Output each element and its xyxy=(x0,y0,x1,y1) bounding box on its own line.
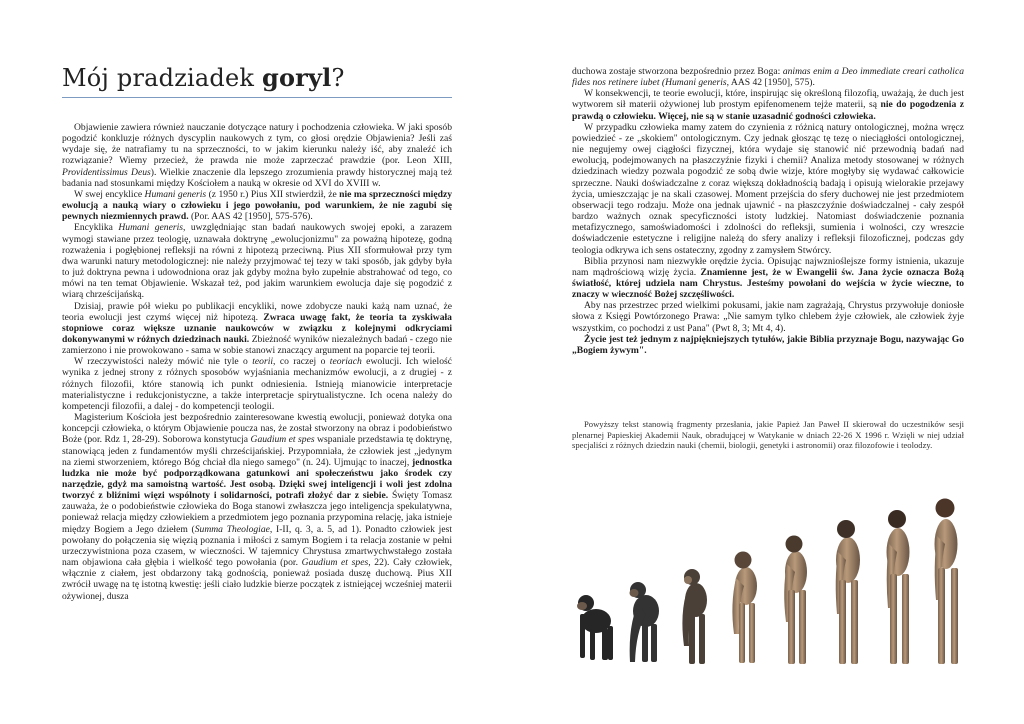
paragraph xyxy=(572,300,964,333)
text-run: Aby nas przestrzec przed wielkimi pokusami, jakie nam zagrażają, Chrystus przywołuje doniosłe słowa z Księgi Powtórzonego Prawa: „Nie samym tylko chlebem żyje człowiek, ale człowiek żyje wszystkim, co pochodzi z ust Pana" (Pwt 8, 3; Mt 4, 4). xyxy=(572,300,964,334)
emphasis-italic: Gaudium et spes xyxy=(250,434,315,446)
text-run: Zbieżność wyników niezależnych badań - czego nie zamierzono i nie prowokowano - sama w sobie stanowi znaczący argument na poparcie tej teorii. xyxy=(62,333,452,357)
emphasis-italic: Summa Theologiae xyxy=(194,523,270,535)
paragraph xyxy=(572,66,964,88)
hominid-figure-6 xyxy=(836,520,860,664)
hominid-figure-7 xyxy=(887,510,910,664)
text-run: Biblia przynosi nam niezwykłe orędzie życia. Opisując najwznioślejsze formy istnienia, ukazuje nam mądrościową wizję życia. xyxy=(572,255,964,278)
ape-figure-1 xyxy=(577,595,613,660)
text-run: W swej encyklice xyxy=(74,188,145,200)
text-run: (z 1950 r.) Pius XII stwierdził, że xyxy=(206,188,340,200)
text-run: wspaniale przedstawia tę doktrynę, stanowiącą jeden z fundamentów myśli chrześcijańskiej. Przypomniała, że człowiek jest „jedynym na ziemi stworzeniem, którego Bóg chciał dla niego samego" (n. 24). Ujmując to inaczej, xyxy=(62,434,453,468)
emphasis-bold: Znamienne jest, że w Ewangelii św. Jana życie oznacza Bożą światłość, której udziela nam Chrystus. Jesteśmy powołani do wejścia w życie wieczne, to znaczy w wieczność Bożej szczęśliwości. xyxy=(572,266,964,301)
emphasis-bold: nie ma sprzeczności między ewolucją a nauką wiary o człowieku i jego powołaniu, pod warunkiem, że nie zagubi się pewnych niezmiennych prawd. xyxy=(62,188,452,223)
ape-figure-2 xyxy=(630,582,660,662)
text-run: , I-II, q. 3, a. 5, ad 1). Ponadto człowiek jest powołany do połączenia się więzią poznania i miłości z samym Bogiem i ta relacja zostanie w pełni urzeczywistniona poza czasem, w wieczności. W tajemnicy Chrystusa zmartwychwstałego została nam objawiona cała głębia i wielkość tego powołania (por. xyxy=(62,523,452,569)
text-run: , AAS 42 [1950], 575). xyxy=(726,77,815,89)
title-underline xyxy=(62,97,452,98)
source-note: Powyższy tekst stanowią fragmenty przesłania, jakie Papież Jan Paweł II skierował do uczestników sesji plenarnej Papieskiej Akademii Nauk, obradującej w Watykanie w dniach 22-26 X 1996 r. Wzięli w niej udział specjaliści z różnych dziedzin nauki (chemii, biologii, genetyki i astronomii) oraz filozofowie i teolodzy. xyxy=(572,419,964,451)
article-title xyxy=(62,62,452,94)
title-text: Mój pradziadek xyxy=(62,64,262,92)
hominid-figure-4 xyxy=(732,552,757,664)
text-run: Encyklika xyxy=(74,222,119,234)
emphasis-italic: animas enim a Deo immediate creari catholica fides nos retinere iubet (Humani generis xyxy=(572,66,964,89)
emphasis-bold: nie do pogodzenia z prawdą o człowieku. Więcej, nie są w stanie uzasadnić godności człowieka. xyxy=(572,99,964,122)
text-run: Magisterium Kościoła jest bezpośrednio zainteresowane kwestią ewolucji, ponieważ dotyka ona koncepcji człowieka, o którym Objawienie poucza nas, że został stworzony na obraz i podobieństwo Boże (por. Rdz 1, 28-29). Soborowa konstytucja xyxy=(62,412,452,446)
text-run: (Por. AAS 42 [1950], 575-576). xyxy=(188,211,313,223)
human-figure-8 xyxy=(935,499,959,665)
emphasis-italic: teoriach xyxy=(329,356,362,368)
human-evolution-illustration xyxy=(568,486,968,674)
text-run: , co raczej o xyxy=(273,356,330,368)
left-column xyxy=(62,62,452,602)
text-run: W przypadku człowieka mamy zatem do czynienia z różnicą natury ontologicznej, można wręcz powiedzieć - ze „skokiem" ontologicznym. Czy jednak głosząc tę tezę o nieciągłości ontologicznej, nie negujemy owej ciągłości fizycznej, która wydaje się stanowić nić przewodnią badań nad ewolucją, podejmowanych na płaszczyźnie fizyki i chemii? Analiza metody stosowanej w różnych dziedzinach wiedzy pozwala pogodzić ze sobą dwie wizje, które mogłyby się wydawać całkowicie sprzeczne. Nauki doświadczalne z coraz większą dokładnością badają i opisują wielorakie przejawy życia, umieszczając je na skali czasowej. Moment przejścia do sfery duchowej nie jest przedmiotem obserwacji tego rodzaju. Może ona jednak ujawnić - na płaszczyźnie doświadczalnej - cały zespół bardzo ważnych oznak specyficzności istoty ludzkiej. Natomiast doświadczenie poznania metafizycznego, samoświadomości i zdolności do refleksji, sumienia i wolności, czy wreszcie doświadczenie estetyczne i religijne należą do sfery analizy i refleksji filozoficznej, podczas gdy teologia odkrywa ich sens ostateczny, zgodny z zamysłem Stwórcy. xyxy=(572,121,964,256)
text-run: Święty Tomasz zauważa, że o podobieństwie człowieka do Boga stanowi zwłaszcza jego inteligencja spekulatywna, ponieważ relacja między człowiekiem a przedmiotem jego poznania przypomina relację, jaka istnieje między Bogiem a Jego dziełem ( xyxy=(62,490,452,535)
text-run: ). Wielkie znaczenie dla lepszego zrozumienia prawdy historycznej mają też badania nad stosunkami między Kościołem a nauką w okresie od XVI do XVIII w. xyxy=(62,166,452,189)
article-body-right xyxy=(572,66,964,356)
text-run: W konsekwencji, te teorie ewolucji, które, inspirując się określoną filozofią, uważają, że duch jest wytworem sił materii ożywionej lub prostym epifenomenem tejże materii, są xyxy=(572,88,964,111)
text-run: duchowa zostaje stworzona bezpośrednio przez Boga: xyxy=(572,66,783,77)
text-run: W rzeczywistości należy mówić nie tyle o xyxy=(74,356,253,368)
emphasis-italic: Humani generis xyxy=(144,188,207,200)
emphasis-italic: Gaudium et spes xyxy=(301,557,369,569)
paragraph xyxy=(62,222,452,300)
emphasis-italic: Humani generis xyxy=(118,222,183,234)
emphasis-bold: Zwraca uwagę fakt, że teoria ta zyskiwała stopniowe coraz większe uznanie naukowców w związku z kolejnymi odkryciami dokonywanymi w różnych dziedzinach nauki. xyxy=(62,311,452,345)
title-bold-word: goryl xyxy=(261,63,332,92)
emphasis-bold: Życie jest też jednym z najpiękniejszych tytułów, jakie Biblia przyznaje Bogu, nazywając Go „Bogiem żywym". xyxy=(572,333,964,356)
paragraph xyxy=(572,256,964,301)
emphasis-bold: jednostka ludzka nie może być podporządkowana gatunkowi ani społeczeństwu jako środek czy narzędzie, gdyż ma samoistną wartość. Jest osobą. Dzięki swej inteligencji i woli jest zdolna tworzyć z bliźnimi więzi wspólnoty i solidarności, potrafi złożyć dar z siebie. xyxy=(62,456,452,502)
emphasis-italic: Providentissimus Deus xyxy=(62,166,151,178)
emphasis-italic: teorii xyxy=(252,356,274,368)
paragraph xyxy=(62,301,452,357)
article-body-left xyxy=(62,122,452,602)
paragraph xyxy=(62,189,452,222)
right-column xyxy=(572,66,964,356)
text-run: , 22). Cały człowiek, włącznie z ciałem, jest obdarzony taką godnością, ponieważ posiada duszę duchową. Pius XII zwrócił uwagę na tę istotną kwestię: jeśli ciało ludzkie bierze początek z istniejącej wcześniej materii ożywionej, dusza xyxy=(62,557,452,602)
paragraph xyxy=(572,334,964,356)
text-run: , uwzględniając stan badań naukowych swojej epoki, a zarazem wymogi stawiane przez teologię, uznawała doktrynę „ewolucjonizmu" za poważną hipotezę, godną rozważenia i pogłębionej refleksji na równi z hipotezą przeciwną. Pius XII sformułował przy tym dwa warunki natury metodologicznej: nie należy przyjmować tej tezy w taki sposób, jak gdyby była to już doktryna pewna i udowodniona oraz jak gdyby można było zupełnie abstrahować od tego, co mówi na ten temat Objawienie. Wskazał też, pod jakim warunkiem ewolucja daje się pogodzić z wiarą chrześcijańską. xyxy=(62,222,453,301)
hominid-figure-3 xyxy=(682,569,707,664)
hominid-figure-5 xyxy=(784,536,807,665)
paragraph xyxy=(572,122,964,256)
text-run: Objawienie zawiera również nauczanie dotyczące natury i pochodzenia człowieka. W jaki sposób pogodzić konkluzje różnych dyscyplin naukowych z tym, co głosi orędzie Objawienia? Jeśli zaś wydaje się, że natrafiamy tu na sprzeczności, to w jakim kierunku należy iść, aby znaleźć ich rozwiązanie? Wiemy przecież, że prawda nie może zaprzeczać prawdzie (por. Leon XIII, xyxy=(62,122,452,167)
paragraph xyxy=(572,88,964,121)
paragraph xyxy=(62,122,452,189)
title-question-mark: ? xyxy=(331,64,345,92)
paragraph xyxy=(62,356,452,412)
paragraph xyxy=(62,412,452,602)
text-run: Dzisiaj, prawie pół wieku po publikacji encykliki, nowe zdobycze nauki każą nam uznać, że teoria ewolucji jest czymś więcej niż hipotezą. xyxy=(62,300,452,323)
text-run: ewolucji. Ich wielość wynika z jednej strony z różnych sposobów wyjaśniania mechanizmów ewolucji, a z drugiej - z różnych filozofii, które stanowią ich punkt odniesienia. Istnieją mianowicie interpretacje materialistyczne i redukcjonistyczne, a także interpretacje spirytualistyczne. Ich ocena należy do kompetencji filozofii, a dalej - do kompetencji teologii. xyxy=(62,356,452,412)
